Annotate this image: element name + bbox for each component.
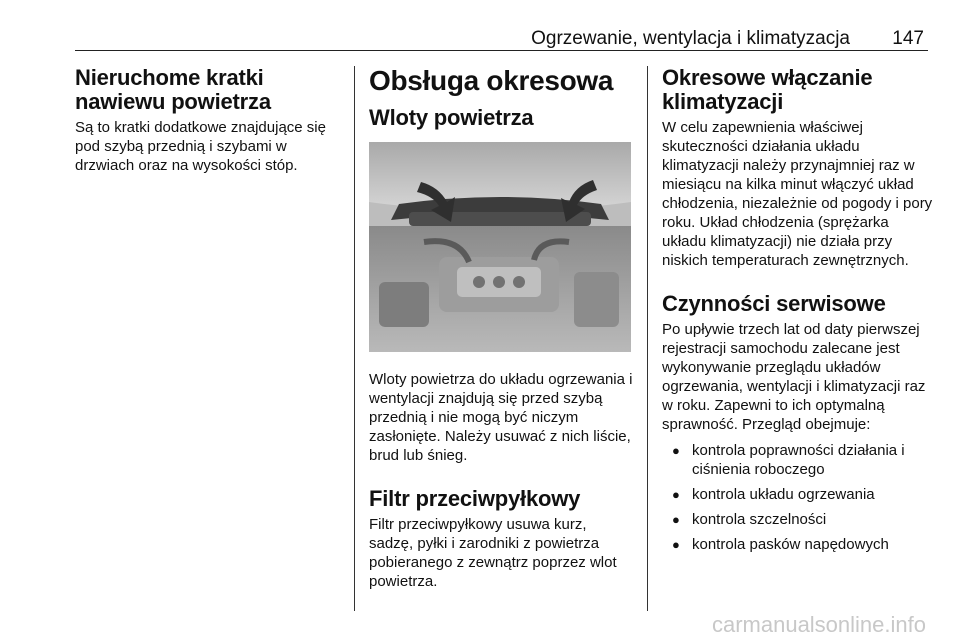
pollen-filter-text: Filtr przeciwpyłkowy usuwa kurz, sadzę, pyłki i zarodniki z powietrza pobieranego z zewnątrz poprzez wlot powietrza. <box>369 516 617 590</box>
periodic-ac-text: W celu zapewnienia właściwej skuteczności działania układu klimatyzacji należy przynajmniej raz w miesiącu na kilka minut włączyć układ chłodzenia, niezależnie od pogody i pory roku. Układ chłodzenia (sprężarka układu klimatyzacji) nie działa przy niskich temperaturach zewnętrznych. <box>662 119 933 269</box>
column-divider <box>354 66 355 611</box>
air-intakes-text: Wloty powietrza do układu ogrzewania i wentylacji znajdują się przed szybą przednią i nie mogą być niczym zasłonięte. Należy usuwać z nich liście, brud lub śnieg. <box>369 371 633 464</box>
list-item: ● kontrola pasków napędowych <box>672 536 889 553</box>
column-1 <box>75 66 345 175</box>
page-number: 147 <box>892 28 924 49</box>
heading-periodic-ac: Okresowe włączanie klimatyzacji <box>662 65 873 114</box>
list-item: ● kontrola poprawności działania i ciśnienia roboczego <box>672 442 905 478</box>
column-divider <box>647 66 648 611</box>
heading-service: Czynności serwisowe <box>662 291 886 316</box>
heading-fixed-vents: Nieruchome kratki nawiewu powietrza <box>75 65 271 114</box>
service-checklist <box>662 441 934 554</box>
list-item: ● kontrola szczelności <box>672 511 827 528</box>
bullet-icon: ● <box>672 443 680 458</box>
heading-maintenance: Obsługa okresowa <box>369 65 614 96</box>
bullet-icon: ● <box>672 487 680 502</box>
column-2 <box>369 66 634 591</box>
page-header <box>75 28 928 51</box>
service-text: Po upływie trzech lat od daty pierwszej rejestracji samochodu zalecane jest wykonywanie przeglądu układów ogrzewania, wentylacji i klimatyzacji raz w roku. Zapewni to ich optymalną sprawność. Przegląd obejmuje: <box>662 321 926 433</box>
bullet-icon: ● <box>672 537 680 552</box>
watermark: carmanualsonline.info <box>711 612 926 637</box>
engine-bay-photo <box>369 142 631 352</box>
heading-air-intakes: Wloty powietrza <box>369 105 534 130</box>
bullet-icon: ● <box>672 512 680 527</box>
list-item: ● kontrola układu ogrzewania <box>672 486 875 503</box>
section-title: Ogrzewanie, wentylacja i klimatyzacja <box>531 28 850 49</box>
fixed-vents-text: Są to kratki dodatkowe znajdujące się pod szybą przednią i szybami w drzwiach oraz na wysokości stóp. <box>75 119 326 174</box>
column-3 <box>662 66 934 560</box>
heading-pollen-filter: Filtr przeciwpyłkowy <box>369 486 581 511</box>
